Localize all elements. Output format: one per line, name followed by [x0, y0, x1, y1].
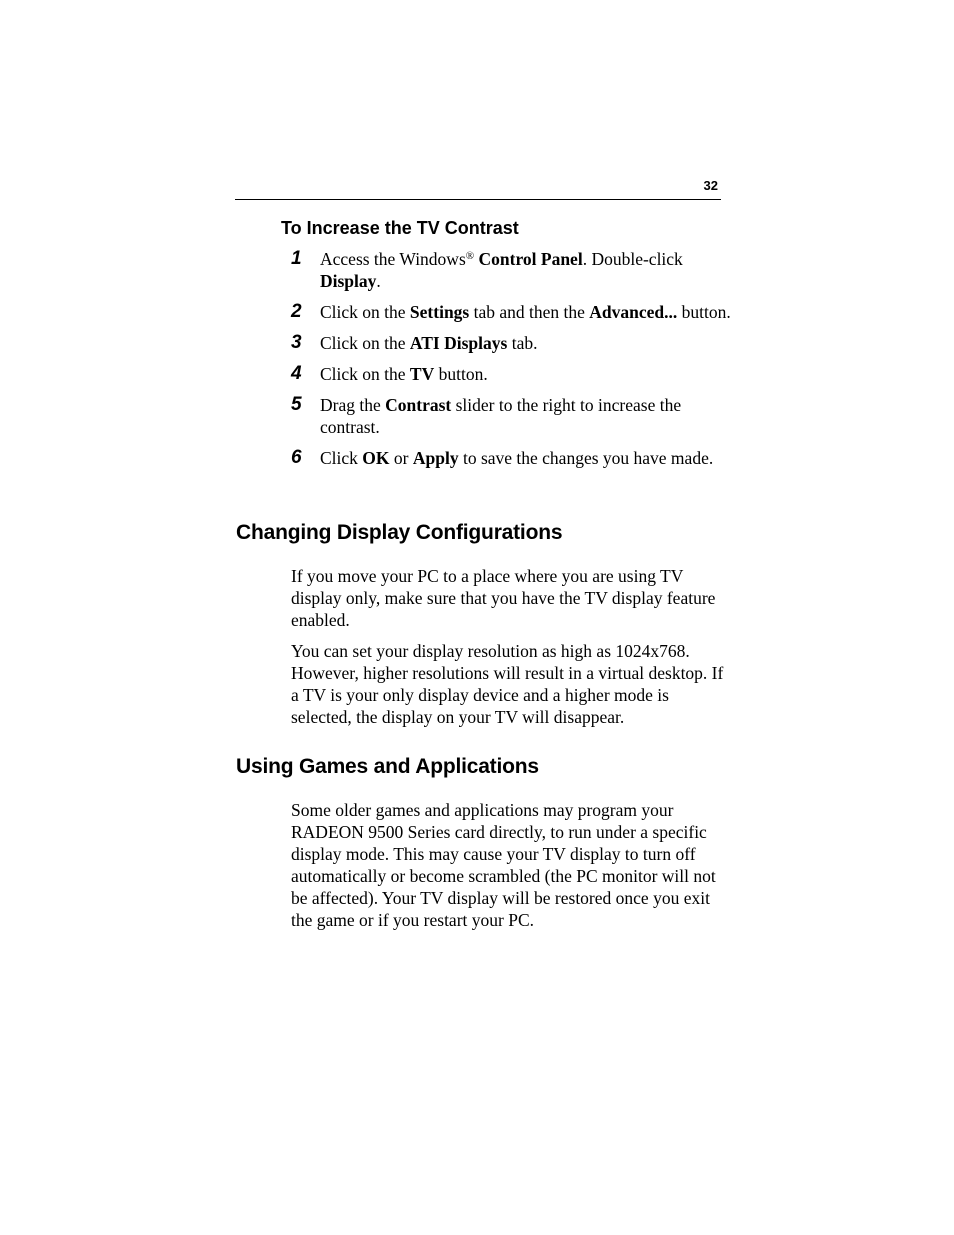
step-text: Click on the: [320, 333, 410, 353]
step-text: . Double-click: [582, 249, 683, 269]
procedure-steps: [291, 248, 731, 478]
step-text: to save the changes you have made.: [458, 448, 714, 468]
step-text: slider to the right to increase the contrast.: [320, 395, 682, 437]
step-2: [291, 301, 731, 323]
step-text: Access the Windows: [320, 249, 466, 269]
step-number: 2: [291, 301, 302, 322]
step-3: [291, 332, 731, 354]
step-text: button.: [434, 364, 488, 384]
step-text: or: [389, 448, 413, 468]
ui-term-ati-displays: ATI Displays: [409, 333, 508, 353]
step-1: [291, 248, 731, 292]
ui-term-advanced: Advanced...: [589, 302, 678, 322]
section-heading-changing-display: Changing Display Configurations: [236, 521, 563, 544]
ui-term-tv: TV: [409, 364, 435, 384]
step-number: 6: [291, 447, 302, 468]
paragraph: You can set your display resolution as high as 1024x768. However, higher resolutions will result in a virtual desktop. If a TV is your only display device and a higher mode is selected, the display on your TV will disappear.: [291, 641, 724, 727]
page-number: 32: [703, 178, 718, 193]
ui-term-display: Display: [320, 271, 377, 291]
ui-term-control-panel: Control Panel: [478, 249, 583, 269]
step-4: [291, 363, 731, 385]
step-number: 4: [291, 363, 302, 384]
step-text: Drag the: [320, 395, 386, 415]
ui-term-ok: OK: [362, 448, 390, 468]
header-rule: [235, 199, 721, 200]
step-text: Click: [320, 448, 363, 468]
ui-term-apply: Apply: [412, 448, 459, 468]
step-text: .: [376, 271, 381, 291]
paragraph: Some older games and applications may program your RADEON 9500 Series card directly, to run under a specific display mode. This may cause your TV display to turn off automatically or become scrambled (the PC monitor will not be affected). Your TV display will be restored once you exit the game or if you restart your PC.: [291, 800, 716, 930]
step-number: 3: [291, 332, 302, 353]
step-text: tab.: [507, 333, 538, 353]
procedure-heading: To Increase the TV Contrast: [281, 218, 519, 238]
ui-term-settings: Settings: [409, 302, 470, 322]
step-text: Click on the: [320, 302, 410, 322]
step-text: tab and then the: [469, 302, 590, 322]
section-heading-games-applications: Using Games and Applications: [236, 755, 539, 778]
registered-mark: ®: [465, 250, 475, 262]
step-number: 1: [291, 248, 302, 269]
step-text: Click on the: [320, 364, 410, 384]
step-text: button.: [677, 302, 731, 322]
paragraph: If you move your PC to a place where you are using TV display only, make sure that you have the TV display feature enabled.: [291, 566, 716, 630]
step-6: [291, 447, 731, 469]
ui-term-contrast: Contrast: [385, 395, 452, 415]
step-number: 5: [291, 394, 302, 415]
step-5: [291, 394, 731, 438]
